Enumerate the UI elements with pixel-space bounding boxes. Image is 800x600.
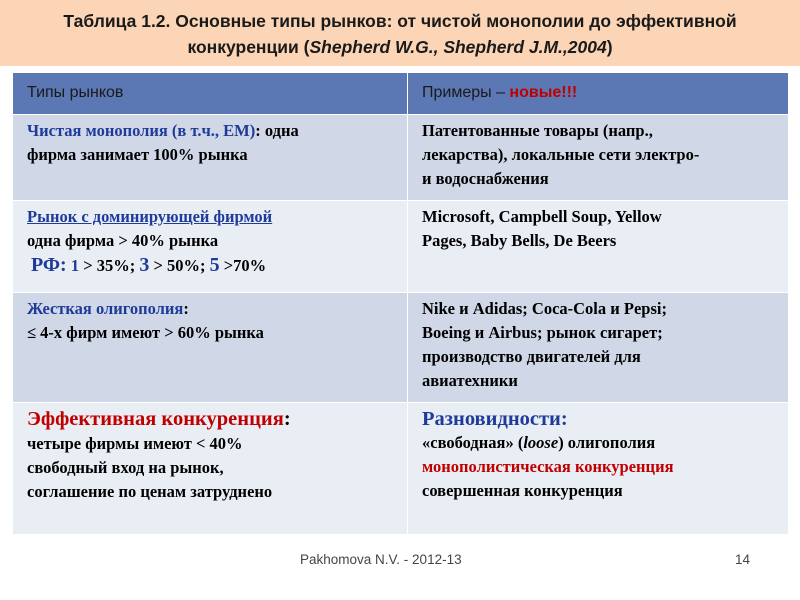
example-line <box>422 431 780 455</box>
market-type-desc: свободный вход на рынок, <box>27 458 224 477</box>
rf-label: РФ: <box>31 254 67 276</box>
market-type-name: Жесткая олигополия <box>27 299 184 318</box>
title-line-2-pre: конкуренции ( <box>187 37 310 57</box>
example-line: Boeing и Airbus; рынок сигарет; <box>422 323 663 342</box>
example-line: Nike и Adidas; Coca-Cola и Pepsi; <box>422 299 667 318</box>
footer-author: Pakhomova N.V. - 2012-13 <box>300 552 462 567</box>
market-type-cell <box>13 293 408 403</box>
title-line-2-post: ) <box>606 37 613 57</box>
example-loose-italic: loose <box>523 433 559 452</box>
table-header-row <box>13 73 789 115</box>
header-new-label: новые!!! <box>509 84 578 101</box>
example-line: Патентованные товары (напр., <box>422 121 653 140</box>
header-examples <box>408 73 789 115</box>
example-loose-pre: «свободная» ( <box>422 433 524 452</box>
market-type-name: Рынок с доминирующей фирмой <box>27 207 273 226</box>
market-type-rest: : <box>183 299 189 318</box>
market-type-cell <box>13 201 408 293</box>
rf-thresholds <box>27 253 399 278</box>
rf-value-5: 5 <box>209 254 220 276</box>
table-row <box>13 201 789 293</box>
market-type-name: Эффективная конкуренция <box>27 408 284 430</box>
market-type-cell <box>13 403 408 535</box>
examples-cell <box>408 403 789 535</box>
market-type-title <box>27 407 399 432</box>
table-row <box>13 403 789 535</box>
example-line: производство двигателей для <box>422 347 641 366</box>
rf-rest-5: >70% <box>219 256 267 275</box>
rf-value-1: 1 <box>70 256 80 275</box>
market-type-title <box>27 119 399 143</box>
examples-cell <box>408 293 789 403</box>
market-type-desc: соглашение по ценам затруднено <box>27 482 273 501</box>
examples-cell <box>408 115 789 201</box>
header-examples-label: Примеры – <box>422 84 510 101</box>
varieties-title: Разновидности: <box>422 408 568 430</box>
example-line: Pages, Baby Bells, De Beers <box>422 231 617 250</box>
example-line: монополистическая конкуренция <box>422 457 674 476</box>
page-number: 14 <box>735 552 751 567</box>
examples-cell <box>408 201 789 293</box>
market-type-title <box>27 297 399 321</box>
rf-value-3: 3 <box>139 254 150 276</box>
table-row <box>13 293 789 403</box>
market-type-desc: четыре фирмы имеют < 40% <box>27 434 243 453</box>
market-types-table <box>12 72 789 535</box>
example-line: совершенная конкуренция <box>422 481 623 500</box>
market-type-desc: одна фирма > 40% рынка <box>27 231 219 250</box>
rf-rest-1: > 35%; <box>79 256 140 275</box>
example-line: и водоснабжения <box>422 169 549 188</box>
example-line: Microsoft, Campbell Soup, Yellow <box>422 207 662 226</box>
example-line: лекарства), локальные сети электро- <box>422 145 700 164</box>
market-type-desc: фирма занимает 100% рынка <box>27 145 248 164</box>
slide-title <box>0 0 800 66</box>
market-type-cell <box>13 115 408 201</box>
example-loose-post: ) олигополия <box>558 433 656 452</box>
table-row <box>13 115 789 201</box>
market-type-desc: ≤ 4-х фирм имеют > 60% рынка <box>27 323 264 342</box>
rf-rest-3: > 50%; <box>149 256 210 275</box>
market-type-rest: : <box>283 408 291 430</box>
example-line: авиатехники <box>422 371 518 390</box>
title-citation: Shepherd W.G., Shepherd J.M.,2004 <box>309 37 607 57</box>
market-type-name: Чистая монополия (в т.ч., ЕМ) <box>27 121 256 140</box>
market-type-rest: : одна <box>255 121 299 140</box>
header-market-types: Типы рынков <box>13 73 408 115</box>
title-line-2 <box>0 34 800 60</box>
title-line-1: Таблица 1.2. Основные типы рынков: от чистой монополии до эффективной <box>63 11 737 31</box>
